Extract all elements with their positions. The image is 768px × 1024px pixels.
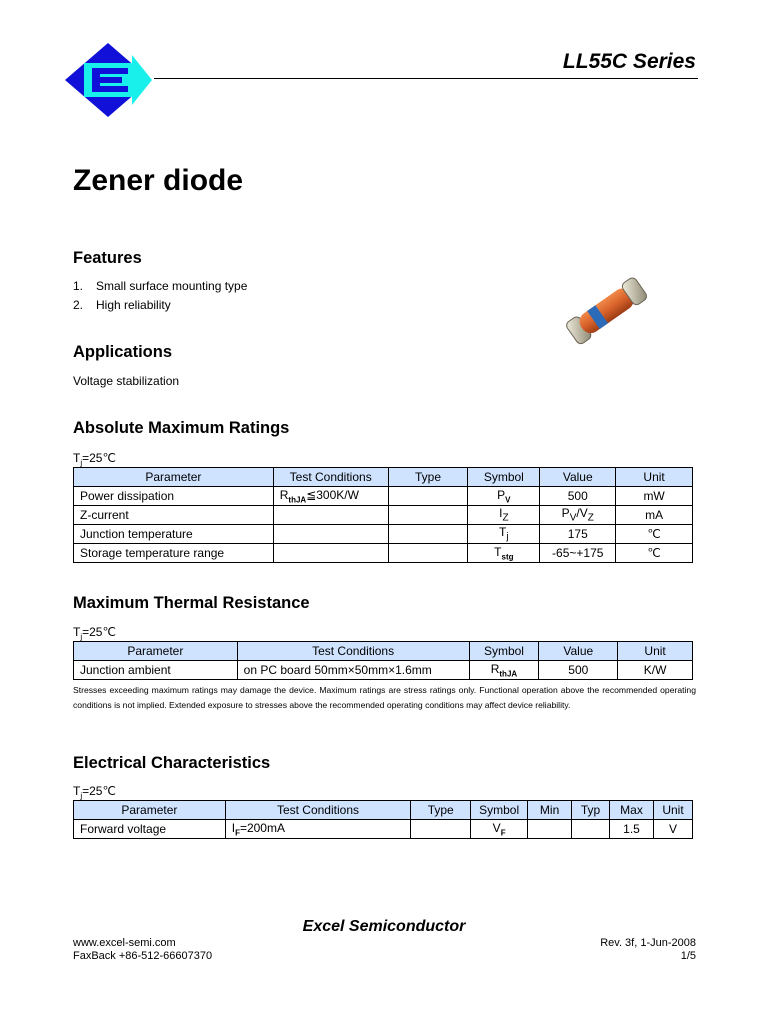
col-header: Min [528,801,572,820]
col-header: Type [388,468,468,487]
symbol-main: T [499,525,507,540]
param-cell: Storage temperature range [74,544,274,563]
param-cell: Forward voltage [74,820,226,839]
cond-symbol: T [73,625,81,639]
col-header: Test Conditions [225,801,411,820]
value-cell [540,506,616,525]
symbol-main: I [499,506,503,521]
diode-product-image [558,270,654,350]
col-header: Parameter [74,468,274,487]
symbol-cell [471,820,528,839]
typ-cell [572,820,610,839]
cond-cell: on PC board 50mm×50mm×1.6mm [237,661,469,680]
abs-max-table [73,467,693,563]
features-heading: Features [73,249,142,267]
unit-cell: ℃ [616,544,693,563]
col-header: Test Conditions [237,642,469,661]
table-header-row [74,801,693,820]
symbol-cell [468,506,540,525]
header-rule [154,78,698,79]
thermal-heading: Maximum Thermal Resistance [73,594,310,612]
col-header: Symbol [469,642,539,661]
feature-item-1 [73,279,247,293]
feature-number: 2. [73,298,84,312]
col-header: Symbol [471,801,528,820]
symbol-subscript: stg [501,552,514,562]
cond-symbol: T [73,784,81,798]
symbol-subscript: V [505,495,511,505]
type-cell [411,820,471,839]
cond-subscript: j [80,632,83,642]
col-header: Unit [616,468,693,487]
param-cell: Junction temperature [74,525,274,544]
page-title: Zener diode [73,164,244,197]
company-logo [62,41,154,119]
symbol-subscript: F [500,828,506,838]
param-cell: Junction ambient [74,661,238,680]
thermal-table [73,641,693,680]
table-row [74,487,693,506]
series-title: LL55C Series [562,50,696,73]
stress-note: Stresses exceeding maximum ratings may damage the device. Maximum ratings are stress ratings only. Functional operation above the recommended operating conditions is not implied. Extended exposure to stresses above the recommended operating conditions may affect device reliability. [73,685,696,710]
symbol-main: V [492,820,501,835]
table-header-row [74,642,693,661]
feature-item-2 [73,298,171,312]
cond-symbol: I [231,820,236,835]
feature-text: Small surface mounting type [96,279,248,293]
value-divider: /V [576,506,588,521]
col-header: Parameter [74,642,238,661]
feature-text: High reliability [96,298,171,312]
symbol-main: R [490,661,500,676]
col-header: Max [610,801,654,820]
cond-value: =25℃ [82,784,116,798]
footer-revision: Rev. 3f, 1-Jun-2008 [600,937,696,949]
type-cell [388,525,468,544]
electrical-heading: Electrical Characteristics [73,754,271,772]
feature-number: 1. [73,279,84,293]
symbol-main: P [497,487,506,502]
footer-company: Excel Semiconductor [302,918,466,935]
value-cell: 175 [540,525,616,544]
electrical-table [73,800,693,839]
footer-faxback: FaxBack +86-512-66607370 [73,950,213,962]
symbol-cell [468,487,540,506]
type-cell [388,544,468,563]
cond-cell [273,506,388,525]
cond-value: =25℃ [82,451,116,465]
cond-cell [273,525,388,544]
col-header: Test Conditions [273,468,388,487]
param-cell: Z-current [74,506,274,525]
cond-value: =200mA [239,820,285,835]
col-header: Parameter [74,801,226,820]
symbol-cell [468,525,540,544]
value-subscript: V [569,512,577,524]
table-row [74,506,693,525]
max-cell: 1.5 [610,820,654,839]
col-header: Unit [653,801,692,820]
cond-symbol: T [73,451,81,465]
param-cell: Power dissipation [74,487,274,506]
footer-website[interactable]: www.excel-semi.com [73,937,176,949]
unit-cell: V [653,820,692,839]
table-row [74,820,693,839]
type-cell [388,487,468,506]
cond-cell [225,820,411,839]
cond-subscript: j [80,458,83,468]
col-header: Typ [572,801,610,820]
value-cell: -65~+175 [540,544,616,563]
col-header: Value [540,468,616,487]
type-cell [388,506,468,525]
cond-subscript: F [235,828,240,838]
unit-cell: K/W [618,661,693,680]
col-header: Unit [618,642,693,661]
table-row [74,544,693,563]
table-header-row [74,468,693,487]
min-cell [528,820,572,839]
abs-max-heading: Absolute Maximum Ratings [73,419,290,437]
table-row [74,525,693,544]
value-cell: 500 [539,661,618,680]
applications-text: Voltage stabilization [73,374,180,388]
applications-heading: Applications [73,343,173,361]
col-header: Type [411,801,471,820]
cond-cell [273,487,388,506]
col-header: Value [539,642,618,661]
symbol-main: T [494,544,502,559]
col-header: Symbol [468,468,540,487]
value-subscript-2: Z [587,512,594,524]
cond-value: =25℃ [82,625,116,639]
unit-cell: mW [616,487,693,506]
cond-cell [273,544,388,563]
symbol-subscript: thJA [499,669,518,679]
symbol-subscript: Z [502,512,509,524]
cond-subscript: thJA [288,495,307,505]
value-cell: 500 [540,487,616,506]
cond-subscript: j [80,791,83,801]
electrical-condition [73,784,116,800]
cond-symbol: R [279,487,289,502]
cond-value: ≦300K/W [306,487,359,502]
symbol-subscript: j [506,531,509,543]
thermal-condition [73,625,116,641]
abs-max-condition [73,451,116,467]
value-main: P [561,506,570,521]
table-row [74,661,693,680]
symbol-cell [468,544,540,563]
unit-cell: mA [616,506,693,525]
unit-cell: ℃ [616,525,693,544]
symbol-cell [469,661,539,680]
footer-page-number: 1/5 [680,950,696,962]
